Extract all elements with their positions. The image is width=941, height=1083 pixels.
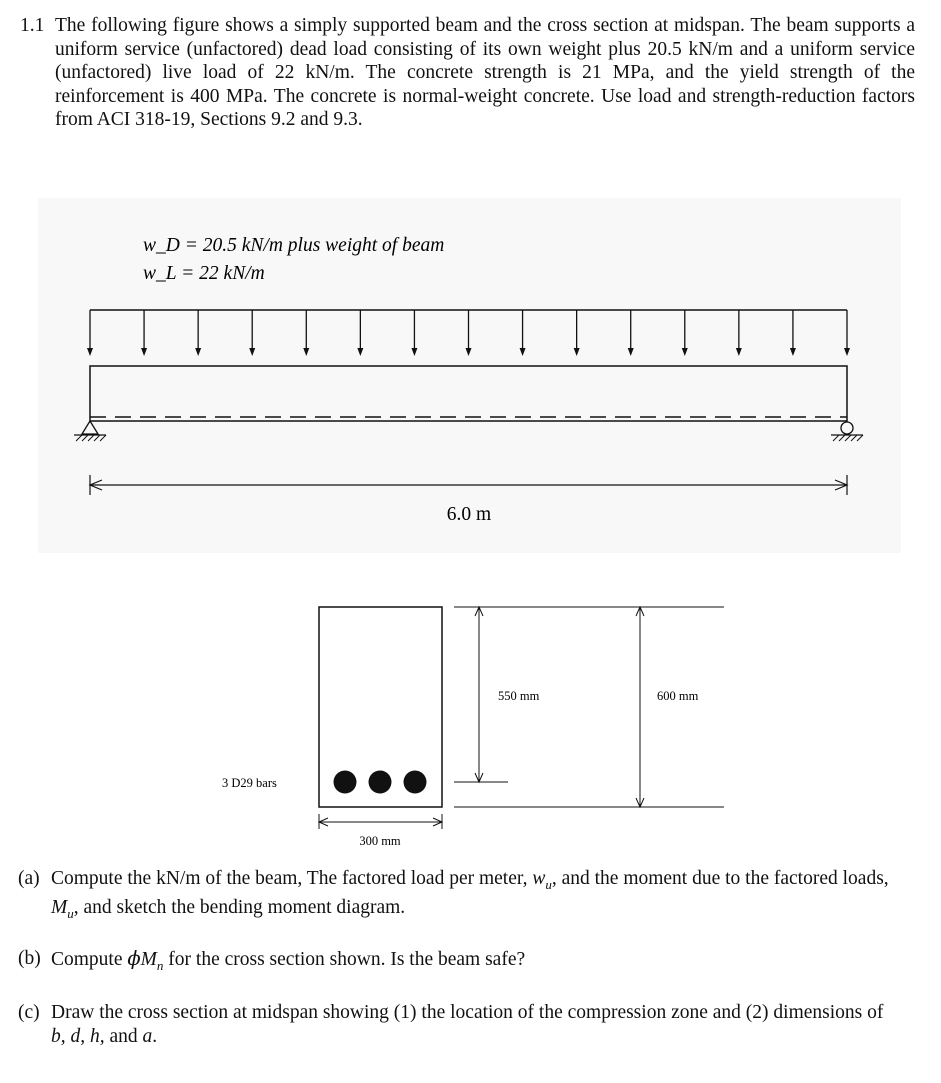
rebar-1	[334, 771, 357, 794]
width-dimension	[319, 814, 442, 829]
question-a-label: (a)	[18, 868, 40, 889]
load-arrow-head	[790, 348, 796, 356]
bars-label: 3 D29 bars	[222, 776, 277, 790]
question-c-text: Draw the cross section at midspan showing (1) the location of the compression zone and (2) dimensions of b, d, h, and a.	[51, 1002, 884, 1047]
load-arrow-head	[736, 348, 742, 356]
pin-support-icon	[74, 421, 106, 441]
load-arrow-head	[520, 348, 526, 356]
beam-figure	[38, 198, 901, 553]
effective-depth-label: 550 mm	[498, 689, 540, 703]
load-arrow-head	[87, 348, 93, 356]
beam-diagram	[38, 198, 901, 553]
load-arrow-head	[141, 348, 147, 356]
load-arrow-head	[357, 348, 363, 356]
question-c	[18, 1001, 898, 1048]
load-arrow-head	[574, 348, 580, 356]
load-arrow-head	[844, 348, 850, 356]
problem-text: The following figure shows a simply supported beam and the cross section at midspan. The beam supports a uniform service (unfactored) dead load consisting of its own weight plus 20.5 kN/m and a uniform service (unfactored) live load of 22 kN/m. The concrete strength is 21 MPa, and the yield strength of the reinforcement is 400 MPa. The concrete is normal-weight concrete. Use load and strength-reduction factors from ACI 318-19, Sections 9.2 and 9.3.	[55, 15, 915, 130]
load-arrow-head	[303, 348, 309, 356]
question-c-label: (c)	[18, 1002, 40, 1023]
load-arrow-head	[628, 348, 634, 356]
question-b-label: (b)	[18, 948, 41, 969]
dead-load-label: w_D = 20.5 kN/m plus weight of beam	[143, 235, 445, 256]
live-load-label: w_L = 22 kN/m	[143, 263, 265, 284]
load-arrow-head	[466, 348, 472, 356]
question-b-text: Compute $\phi M_n$ for the cross section shown. Is the beam safe?	[51, 947, 526, 973]
total-depth-dimension	[454, 607, 724, 807]
span-dimension	[90, 475, 847, 495]
load-arrow-head	[195, 348, 201, 356]
question-a-text: Compute the kN/m of the beam, The factored load per meter, $w_u$, and the moment due to the factored loads, $M_u$, and sketch the bending moment diagram.	[51, 868, 889, 922]
load-arrow-head	[411, 348, 417, 356]
cross-section-figure	[0, 595, 941, 855]
load-arrow-head	[682, 348, 688, 356]
question-b	[18, 947, 898, 977]
distributed-load-arrows	[87, 310, 850, 356]
problem-number: 1.1	[20, 15, 45, 36]
span-label: 6.0 m	[446, 504, 492, 525]
question-a	[18, 867, 898, 926]
beam-body	[90, 366, 847, 421]
problem-statement	[20, 14, 915, 132]
rebar-3	[404, 771, 427, 794]
load-arrow-head	[249, 348, 255, 356]
width-label: 300 mm	[359, 834, 401, 848]
roller-support-icon	[831, 422, 863, 441]
total-depth-label: 600 mm	[657, 689, 699, 703]
rebar-2	[369, 771, 392, 794]
